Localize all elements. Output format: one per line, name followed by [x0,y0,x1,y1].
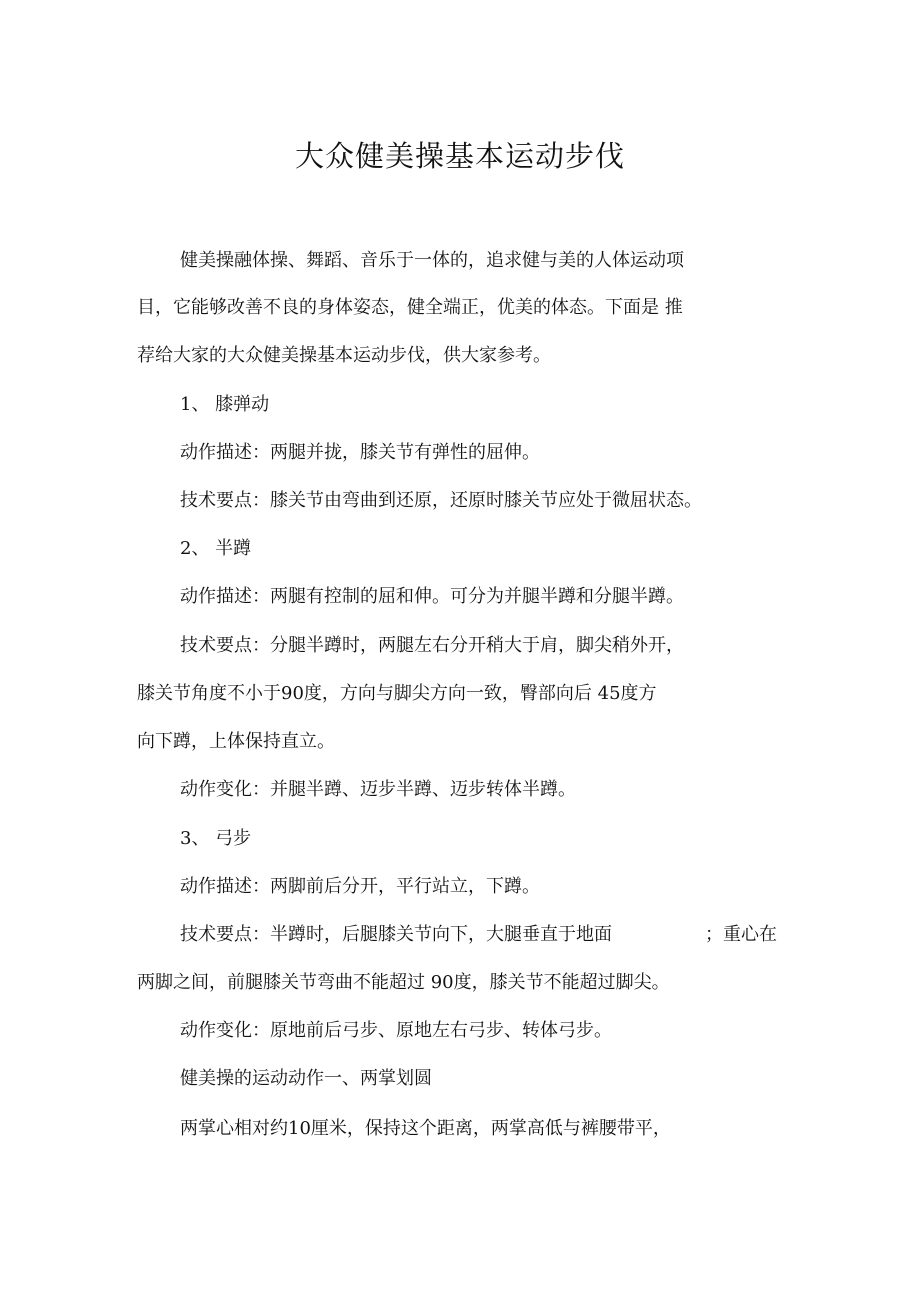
paragraph-line: 健美操融体操、舞蹈、音乐于一体的，追求健与美的人体运动项 [180,250,684,271]
paragraph-line: 动作描述：两腿并拢，膝关节有弹性的屈伸。 [180,442,540,463]
paragraph-line: 健美操的运动动作一、两掌划圆 [180,1068,432,1089]
paragraph-line: 向下蹲，上体保持直立。 [137,731,335,752]
paragraph-line: 两掌心相对约10厘米，保持这个距离，两掌高低与裤腰带平， [180,1118,671,1139]
paragraph-line: 技术要点：分腿半蹲时，两腿左右分开稍大于肩，脚尖稍外开， [180,635,684,656]
section-heading: 3、 弓步 [180,828,252,849]
paragraph-line-fragment: ；重心在 [705,924,777,945]
section-heading: 1、 膝弹动 [180,394,270,415]
paragraph-line: 技术要点：半蹲时，后腿膝关节向下，大腿垂直于地面 [180,924,612,945]
paragraph-line: 膝关节角度不小于90度，方向与脚尖方向一致，臀部向后 45度方 [137,683,657,704]
paragraph-line: 技术要点：膝关节由弯曲到还原，还原时膝关节应处于微屈状态。 [180,490,702,511]
paragraph-line: 动作变化：原地前后弓步、原地左右弓步、转体弓步。 [180,1020,612,1041]
paragraph-line: 目，它能够改善不良的身体姿态，健全端正，优美的体态。下面是 推 [137,297,683,318]
paragraph-line: 动作描述：两脚前后分开，平行站立，下蹲。 [180,876,540,897]
paragraph-line: 动作描述：两腿有控制的屈和伸。可分为并腿半蹲和分腿半蹲。 [180,586,684,607]
document-title: 大众健美操基本运动步伐 [294,139,625,173]
paragraph-line: 两脚之间，前腿膝关节弯曲不能超过 90度，膝关节不能超过脚尖。 [137,972,670,993]
paragraph-line: 荐给大家的大众健美操基本运动步伐，供大家参考。 [137,345,551,366]
paragraph-line: 动作变化：并腿半蹲、迈步半蹲、迈步转体半蹲。 [180,779,576,800]
section-heading: 2、 半蹲 [180,538,252,559]
